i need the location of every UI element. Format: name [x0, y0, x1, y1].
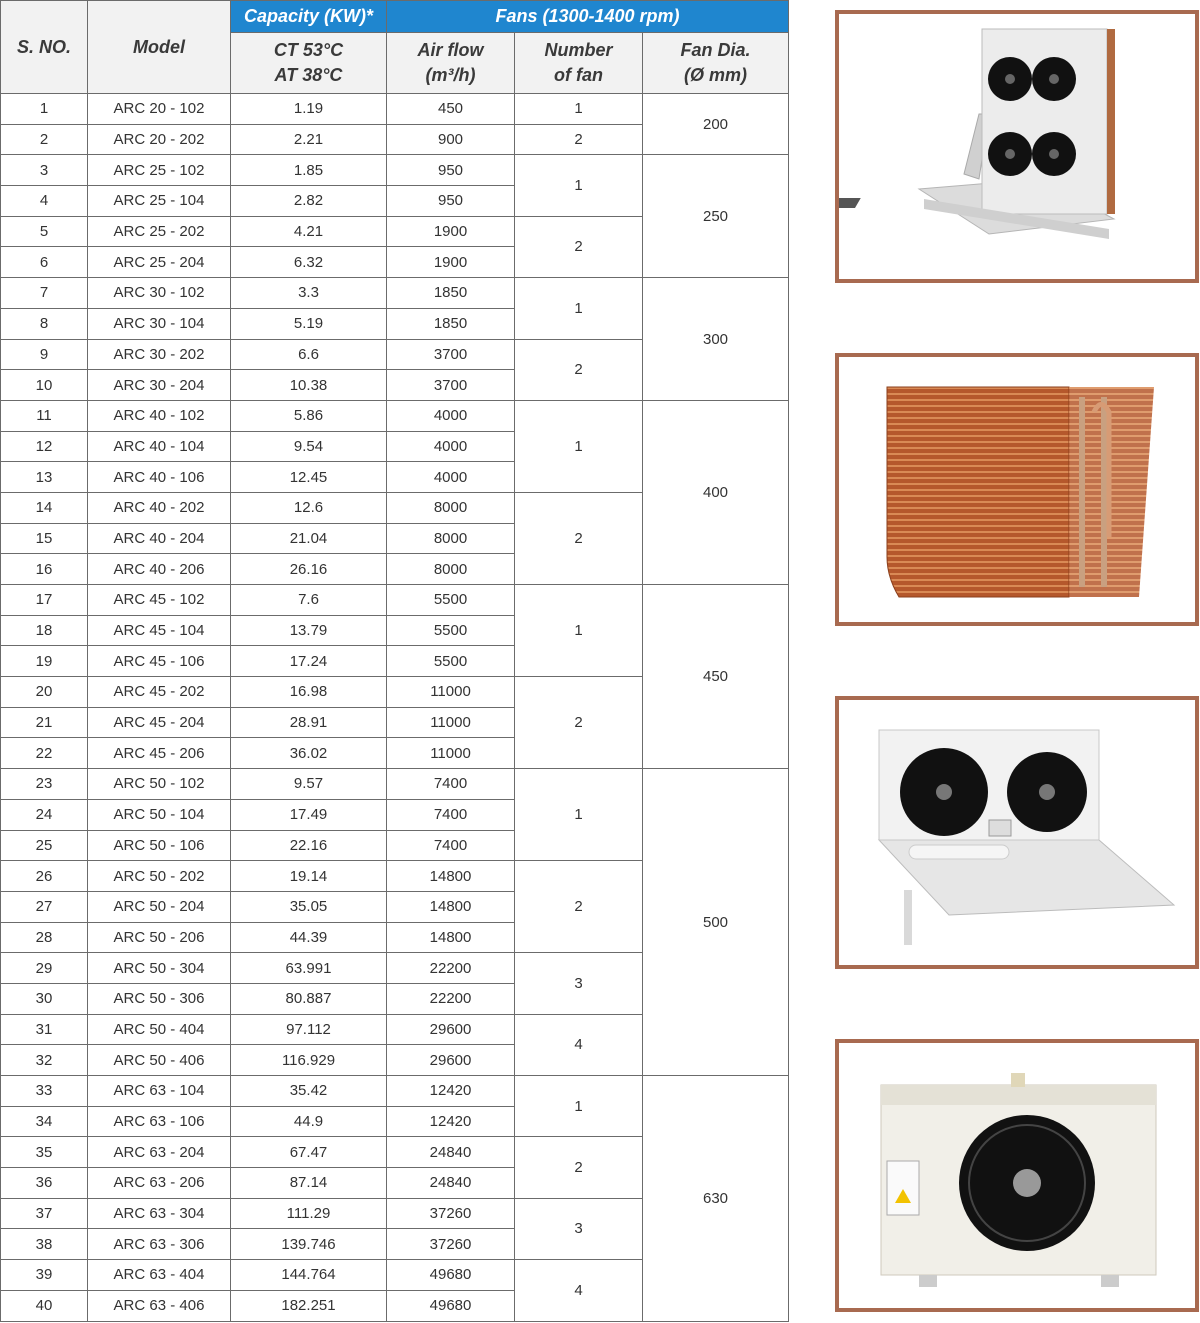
sno-cell: 13 [1, 462, 88, 493]
capacity-cell: 97.112 [231, 1014, 387, 1045]
fan-dia-cell: 400 [643, 400, 789, 584]
capacity-cell: 139.746 [231, 1229, 387, 1260]
capacity-cell: 28.91 [231, 707, 387, 738]
airflow-cell: 11000 [387, 738, 515, 769]
capacity-cell: 80.887 [231, 983, 387, 1014]
sno-cell: 7 [1, 278, 88, 309]
fan-count-cell: 1 [515, 1076, 643, 1137]
sno-cell: 32 [1, 1045, 88, 1076]
model-cell: ARC 50 - 106 [88, 830, 231, 861]
airflow-cell: 450 [387, 94, 515, 125]
capacity-cell: 4.21 [231, 216, 387, 247]
sno-cell: 3 [1, 155, 88, 186]
model-cell: ARC 25 - 102 [88, 155, 231, 186]
sno-cell: 4 [1, 186, 88, 217]
sno-cell: 16 [1, 554, 88, 585]
sno-cell: 15 [1, 523, 88, 554]
capacity-cell: 144.764 [231, 1260, 387, 1291]
airflow-cell: 11000 [387, 677, 515, 708]
model-cell: ARC 50 - 404 [88, 1014, 231, 1045]
model-cell: ARC 63 - 204 [88, 1137, 231, 1168]
model-cell: ARC 50 - 104 [88, 799, 231, 830]
model-cell: ARC 63 - 104 [88, 1076, 231, 1107]
header-fandia-line2: (Ø mm) [684, 65, 748, 85]
fan-count-cell: 2 [515, 492, 643, 584]
model-cell: ARC 63 - 306 [88, 1229, 231, 1260]
table-row [1, 278, 789, 309]
capacity-cell: 35.05 [231, 891, 387, 922]
capacity-cell: 111.29 [231, 1198, 387, 1229]
four-fan-condenser-image [835, 10, 1199, 283]
sno-cell: 1 [1, 94, 88, 125]
capacity-cell: 19.14 [231, 861, 387, 892]
model-cell: ARC 50 - 202 [88, 861, 231, 892]
model-cell: ARC 63 - 406 [88, 1290, 231, 1321]
airflow-cell: 29600 [387, 1045, 515, 1076]
sno-cell: 19 [1, 646, 88, 677]
airflow-cell: 49680 [387, 1260, 515, 1291]
capacity-cell: 44.9 [231, 1106, 387, 1137]
header-number-of-fan [515, 33, 643, 94]
header-number-line2: of fan [554, 65, 603, 85]
sno-cell: 39 [1, 1260, 88, 1291]
model-cell: ARC 25 - 104 [88, 186, 231, 217]
capacity-cell: 6.32 [231, 247, 387, 278]
header-airflow [387, 33, 515, 94]
model-cell: ARC 40 - 104 [88, 431, 231, 462]
airflow-cell: 1900 [387, 247, 515, 278]
model-cell: ARC 45 - 206 [88, 738, 231, 769]
model-cell: ARC 25 - 204 [88, 247, 231, 278]
airflow-cell: 37260 [387, 1229, 515, 1260]
capacity-cell: 26.16 [231, 554, 387, 585]
airflow-cell: 24840 [387, 1168, 515, 1199]
fan-count-cell: 3 [515, 953, 643, 1014]
sno-cell: 33 [1, 1076, 88, 1107]
airflow-cell: 14800 [387, 891, 515, 922]
copper-coil-image [835, 353, 1199, 626]
model-cell: ARC 50 - 306 [88, 983, 231, 1014]
airflow-cell: 11000 [387, 707, 515, 738]
airflow-cell: 37260 [387, 1198, 515, 1229]
airflow-cell: 950 [387, 186, 515, 217]
model-cell: ARC 63 - 304 [88, 1198, 231, 1229]
capacity-cell: 21.04 [231, 523, 387, 554]
header-capacity-line2: AT 38°C [274, 65, 343, 85]
capacity-cell: 6.6 [231, 339, 387, 370]
header-airflow-line2: (m³/h) [425, 65, 476, 85]
header-airflow-line1: Air flow [417, 40, 484, 60]
sno-cell: 18 [1, 615, 88, 646]
sno-cell: 10 [1, 370, 88, 401]
sno-cell: 38 [1, 1229, 88, 1260]
table-row [1, 585, 789, 616]
capacity-cell: 67.47 [231, 1137, 387, 1168]
sno-cell: 34 [1, 1106, 88, 1137]
table-row [1, 1076, 789, 1107]
airflow-cell: 8000 [387, 523, 515, 554]
capacity-cell: 87.14 [231, 1168, 387, 1199]
airflow-cell: 12420 [387, 1076, 515, 1107]
model-cell: ARC 40 - 202 [88, 492, 231, 523]
model-cell: ARC 45 - 102 [88, 585, 231, 616]
airflow-cell: 22200 [387, 953, 515, 984]
model-cell: ARC 40 - 102 [88, 400, 231, 431]
fan-count-cell: 1 [515, 400, 643, 492]
capacity-cell: 13.79 [231, 615, 387, 646]
header-capacity-line1: CT 53°C [273, 40, 344, 60]
fan-count-cell: 1 [515, 278, 643, 339]
header-capacity-group: Capacity (KW)* [231, 1, 387, 33]
airflow-cell: 4000 [387, 400, 515, 431]
fan-count-cell: 1 [515, 769, 643, 861]
model-cell: ARC 63 - 106 [88, 1106, 231, 1137]
airflow-cell: 1900 [387, 216, 515, 247]
capacity-cell: 63.991 [231, 953, 387, 984]
airflow-cell: 12420 [387, 1106, 515, 1137]
sno-cell: 6 [1, 247, 88, 278]
airflow-cell: 14800 [387, 861, 515, 892]
airflow-cell: 49680 [387, 1290, 515, 1321]
sno-cell: 11 [1, 400, 88, 431]
header-model: Model [88, 1, 231, 94]
airflow-cell: 4000 [387, 431, 515, 462]
fan-dia-cell: 630 [643, 1076, 789, 1322]
airflow-cell: 29600 [387, 1014, 515, 1045]
model-cell: ARC 50 - 304 [88, 953, 231, 984]
capacity-cell: 35.42 [231, 1076, 387, 1107]
sno-cell: 25 [1, 830, 88, 861]
fan-dia-cell: 300 [643, 278, 789, 401]
sno-cell: 17 [1, 585, 88, 616]
model-cell: ARC 50 - 206 [88, 922, 231, 953]
sno-cell: 14 [1, 492, 88, 523]
fan-dia-cell: 200 [643, 94, 789, 155]
header-fans-group: Fans (1300-1400 rpm) [387, 1, 789, 33]
header-number-line1: Number [544, 40, 613, 60]
model-cell: ARC 45 - 204 [88, 707, 231, 738]
capacity-cell: 2.21 [231, 124, 387, 155]
model-cell: ARC 45 - 106 [88, 646, 231, 677]
sno-cell: 30 [1, 983, 88, 1014]
capacity-cell: 44.39 [231, 922, 387, 953]
table-row [1, 769, 789, 800]
airflow-cell: 7400 [387, 799, 515, 830]
sno-cell: 12 [1, 431, 88, 462]
capacity-cell: 12.45 [231, 462, 387, 493]
airflow-cell: 24840 [387, 1137, 515, 1168]
fan-dia-cell: 500 [643, 769, 789, 1076]
airflow-cell: 950 [387, 155, 515, 186]
airflow-cell: 5500 [387, 615, 515, 646]
airflow-cell: 900 [387, 124, 515, 155]
capacity-cell: 7.6 [231, 585, 387, 616]
model-cell: ARC 40 - 204 [88, 523, 231, 554]
capacity-cell: 17.49 [231, 799, 387, 830]
sno-cell: 2 [1, 124, 88, 155]
model-cell: ARC 50 - 406 [88, 1045, 231, 1076]
fan-count-cell: 4 [515, 1260, 643, 1321]
airflow-cell: 5500 [387, 646, 515, 677]
fan-count-cell: 2 [515, 216, 643, 277]
capacity-cell: 9.57 [231, 769, 387, 800]
sno-cell: 31 [1, 1014, 88, 1045]
capacity-cell: 17.24 [231, 646, 387, 677]
fan-count-cell: 1 [515, 94, 643, 125]
model-cell: ARC 30 - 102 [88, 278, 231, 309]
sno-cell: 8 [1, 308, 88, 339]
single-fan-unit-image [835, 1039, 1199, 1312]
airflow-cell: 1850 [387, 308, 515, 339]
model-cell: ARC 45 - 202 [88, 677, 231, 708]
capacity-cell: 1.85 [231, 155, 387, 186]
header-fan-dia [643, 33, 789, 94]
fan-count-cell: 3 [515, 1198, 643, 1259]
capacity-cell: 5.19 [231, 308, 387, 339]
model-cell: ARC 63 - 206 [88, 1168, 231, 1199]
header-fandia-line1: Fan Dia. [680, 40, 751, 60]
airflow-cell: 4000 [387, 462, 515, 493]
model-cell: ARC 30 - 104 [88, 308, 231, 339]
sno-cell: 22 [1, 738, 88, 769]
fan-count-cell: 2 [515, 677, 643, 769]
airflow-cell: 7400 [387, 830, 515, 861]
airflow-cell: 3700 [387, 339, 515, 370]
model-cell: ARC 45 - 104 [88, 615, 231, 646]
capacity-cell: 5.86 [231, 400, 387, 431]
fan-count-cell: 2 [515, 124, 643, 155]
model-cell: ARC 25 - 202 [88, 216, 231, 247]
model-cell: ARC 30 - 204 [88, 370, 231, 401]
sno-cell: 28 [1, 922, 88, 953]
sno-cell: 24 [1, 799, 88, 830]
airflow-cell: 8000 [387, 492, 515, 523]
capacity-cell: 1.19 [231, 94, 387, 125]
fan-count-cell: 2 [515, 861, 643, 953]
model-cell: ARC 40 - 206 [88, 554, 231, 585]
airflow-cell: 8000 [387, 554, 515, 585]
fan-count-cell: 4 [515, 1014, 643, 1075]
airflow-cell: 22200 [387, 983, 515, 1014]
capacity-cell: 9.54 [231, 431, 387, 462]
capacity-cell: 22.16 [231, 830, 387, 861]
model-cell: ARC 40 - 106 [88, 462, 231, 493]
capacity-cell: 10.38 [231, 370, 387, 401]
capacity-cell: 3.3 [231, 278, 387, 309]
table-row [1, 94, 789, 125]
fan-count-cell: 1 [515, 585, 643, 677]
model-cell: ARC 63 - 404 [88, 1260, 231, 1291]
model-cell: ARC 50 - 102 [88, 769, 231, 800]
capacity-cell: 16.98 [231, 677, 387, 708]
airflow-cell: 5500 [387, 585, 515, 616]
sno-cell: 36 [1, 1168, 88, 1199]
model-cell: ARC 20 - 202 [88, 124, 231, 155]
airflow-cell: 7400 [387, 769, 515, 800]
sno-cell: 37 [1, 1198, 88, 1229]
model-cell: ARC 30 - 202 [88, 339, 231, 370]
sno-cell: 23 [1, 769, 88, 800]
capacity-cell: 182.251 [231, 1290, 387, 1321]
table-body [1, 94, 789, 1322]
sno-cell: 29 [1, 953, 88, 984]
model-cell: ARC 20 - 102 [88, 94, 231, 125]
capacity-cell: 36.02 [231, 738, 387, 769]
capacity-cell: 12.6 [231, 492, 387, 523]
fan-dia-cell: 450 [643, 585, 789, 769]
airflow-cell: 14800 [387, 922, 515, 953]
header-sno: S. NO. [1, 1, 88, 94]
header-capacity [231, 33, 387, 94]
model-cell: ARC 50 - 204 [88, 891, 231, 922]
capacity-cell: 116.929 [231, 1045, 387, 1076]
two-fan-condenser-image [835, 696, 1199, 969]
sno-cell: 40 [1, 1290, 88, 1321]
table-row [1, 400, 789, 431]
table-row [1, 155, 789, 186]
capacity-cell: 2.82 [231, 186, 387, 217]
sno-cell: 5 [1, 216, 88, 247]
airflow-cell: 1850 [387, 278, 515, 309]
fan-count-cell: 2 [515, 339, 643, 400]
sno-cell: 9 [1, 339, 88, 370]
sno-cell: 26 [1, 861, 88, 892]
airflow-cell: 3700 [387, 370, 515, 401]
sno-cell: 35 [1, 1137, 88, 1168]
fan-dia-cell: 250 [643, 155, 789, 278]
sno-cell: 27 [1, 891, 88, 922]
fan-count-cell: 1 [515, 155, 643, 216]
sno-cell: 20 [1, 677, 88, 708]
fan-count-cell: 2 [515, 1137, 643, 1198]
sno-cell: 21 [1, 707, 88, 738]
